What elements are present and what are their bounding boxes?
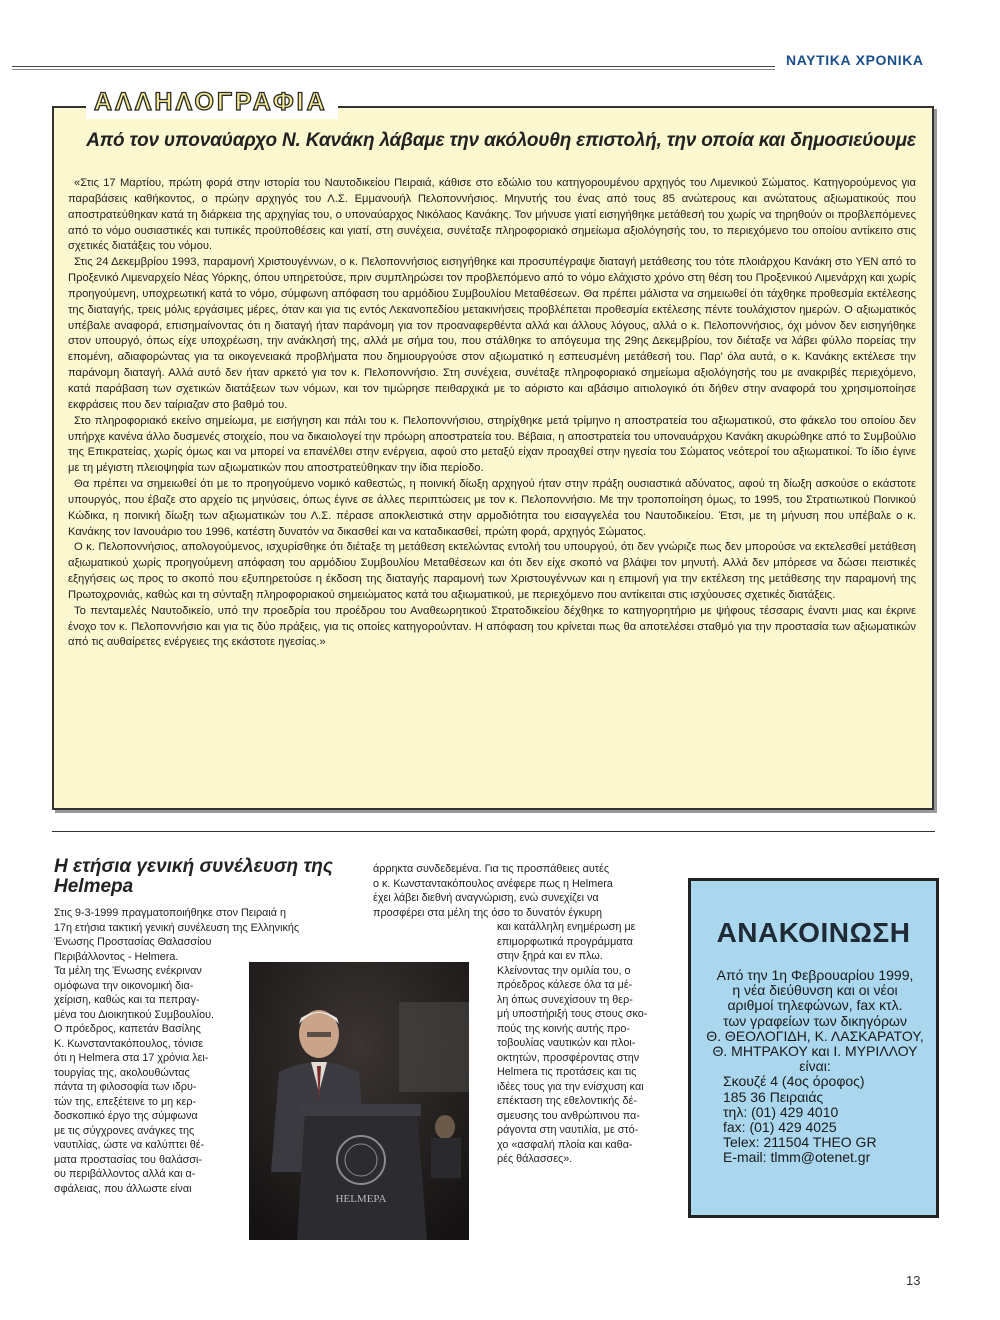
header-rule <box>12 66 775 67</box>
announcement-contact-line: fax: (01) 429 4025 <box>723 1119 837 1136</box>
announcement-line: η νέα διεύθυνση και οι νέοι <box>732 982 898 999</box>
announcement-contact-line: Σκουζέ 4 (4ος όροφος) <box>723 1073 865 1090</box>
announcement-contact-line: 185 36 Πειραιάς <box>723 1088 824 1105</box>
article-line: τουργίας της, ακολουθώντας <box>54 1066 190 1079</box>
article-line: οκτητών, προσφέροντας στην <box>497 1051 640 1064</box>
article-line: ότι η Helmera στα 17 χρόνια λει- <box>54 1052 209 1064</box>
article-line: Κ. Κωνσταντακόπουλος, τόνισε <box>54 1037 204 1050</box>
article-line: μένα του Διοικητικού Συμβουλίου. <box>54 1008 214 1021</box>
speaker-photo-image <box>249 962 469 1240</box>
announcement-title: ΑΝΑΚΟΙΝΩΣΗ <box>716 917 911 948</box>
article-line: και κατάλληλη ενημέρωση με <box>497 921 636 933</box>
article-line: στην ξηρά και εν πλω. <box>497 950 603 962</box>
letter-paragraph: Στο πληροφοριακό εκείνο σημείωμα, με εισήγηση και πάλι του κ. Πελοποννήσιου, στηρίχθηκε μετά τρίμηνο η αποστρατεία του αξιωματικού, στο φάκελο του οποίου δεν υπήρχε κανένα άλλο δυσμενές στοιχείο, που να δικαιολογεί την πρόωρη αποστρατεία του. Βέβαια, η αποστρατεία του υποναυάρχου Κανάκη ακυρώθηκε από το Συμβούλιο της Επικρατείας, χωρίς όμως και να μπορεί να επανέλθει στην ενέργεια, αφού στο μεταξύ είχαν προαχθεί στην ηγεσία του Σώματος νεότεροί του αξιωματικοί. Το ίδιο έγινε με τη μέγιστη πλειοψηφία των αξιωματικών που αποστρατεύθηκαν την ίδια περίοδο. <box>68 414 916 475</box>
article-line: άρρηκτα συνδεδεμένα. Για τις προσπάθειες αυτές <box>373 863 610 875</box>
article-line: Κλείνοντας την ομιλία του, ο <box>497 964 631 977</box>
article-photo <box>249 962 469 1240</box>
announcement-line: Θ. ΘΕΟΛΟΓΙΔΗ, Κ. ΛΑΣΚΑΡΑΤΟΥ, <box>706 1027 924 1044</box>
article-line: σφάλειας, που άλλωστε είναι <box>54 1182 192 1195</box>
section-divider <box>52 831 935 832</box>
article-line: Στις 9-3-1999 πραγματοποιήθηκε στον Πειραιά η <box>54 907 287 919</box>
announcement-line: των γραφείων των δικηγόρων <box>723 1012 907 1029</box>
article-line: τοβουλίας ναυτικών και πλοι- <box>497 1037 636 1049</box>
article-line: προσφέρει στα μέλη της όσο το δυνατόν έγκυρη <box>373 906 603 919</box>
article-line: δοσκοπικό έργο της σύμφωνα <box>54 1110 198 1122</box>
announcement-line: Από την 1η Φεβρουαρίου 1999, <box>716 967 914 983</box>
announcement-line: είναι: <box>799 1058 831 1075</box>
article-line: 17η ετήσια τακτική γενική συνέλευση της Ελληνικής <box>54 921 300 934</box>
letter-paragraph: Θα πρέπει να σημειωθεί ότι με το προηγούμενο νομικό καθεστώς, η ποινική δίωξη αρχηγού ήταν στην πράξη ουσιαστικά αδύνατος, αφού τη δίωξη ασκούσε ο εκάστοτε υπουργός, που έβαζε στο αρχείο τις μηνύσεις, όπως έγινε σε άλλες περιπτώσεις με τον κ. Πελοποννήσιο. Με την τροποποίηση όμως, το 1995, του Στρατιωτικού Ποινικού Κώδικα, η ποινική δίωξη των αξιωματικών του Λ.Σ. πέρασε αποκλειστικά στην αρμοδιότητα του εισαγγελέα του Ναυτοδικείου. Έτσι, με τη μήνυση που υπέβαλε ο κ. Κανάκης τον Ιανουάριο του 1996, κατέστη δυνατόν να δικασθεί και να καταδικασθεί, πρώτη φορά, αρχηγός Σώματος. <box>68 478 916 538</box>
announcement-line: αριθμοί τηλεφώνων, fax κτλ. <box>727 997 903 1014</box>
article-line: ου περιβάλλοντος αλλά και α- <box>54 1168 196 1180</box>
article-line: με τις σύγχρονες ανάγκες της <box>54 1124 195 1137</box>
page-number: 13 <box>906 1273 921 1288</box>
announcement-body <box>705 968 925 1166</box>
letter-heading: Από τον υποναύαρχο Ν. Κανάκη λάβαμε την ακόλουθη επιστολή, την οποία και δημοσιεύουμε <box>86 130 916 151</box>
letter-paragraph: Ο κ. Πελοποννήσιος, απολογούμενος, ισχυρίσθηκε ότι διέταξε τη μετάθεση εκτελώντας εντολή του υπουργού, ότι δεν γνώριζε πως δεν μπορούσε να εκτελεσθεί μετάθεση αξιωματικού χωρίς προηγούμενη απόφαση του αρμόδιου Συμβουλίου Μεταθέσεων και ότι δεν είχε σκοπό να βλάψει τον μηνυτή. Αλλά δεν μπόρεσε να δώσει πειστικές εξηγήσεις ως προς το σκοπό που εξυπηρετούσε η έκδοση της διαταγής παραμονή των Χριστουγέννων και η επιμονή για την εκτέλεση της μετάθεσης την παραμονή της Πρωτοχρονιάς, καθώς και τη σύνταξη πληροφοριακού σημειώματος κατά του αξιωματικού, με περιεχόμενο που αντίκειται στις ισχύουσες σχετικές διατάξεις. <box>68 541 916 601</box>
article-line: ιδέες τους για την ενίσχυση και <box>497 1080 644 1093</box>
announcement-box <box>688 878 939 1218</box>
article-line: σμευσης του ανθρώπινου πα- <box>497 1109 640 1122</box>
article-line: ο κ. Κωνσταντακόπουλος ανέφερε πως η Helmera <box>373 877 613 890</box>
article-line: Helmera τις προτάσεις και τις <box>497 1066 637 1078</box>
section-label: ΑΛΛΗΛΟΓΡΑΦΙΑ <box>86 88 338 119</box>
announcement-line: Θ. ΜΗΤΡΑΚΟΥ και Ι. ΜΥΡΙΛΛΟΥ <box>712 1043 918 1060</box>
header-rule-thin <box>12 69 775 70</box>
article-line: ναυτιλίας, ώστε να καλύπτει θέ- <box>54 1139 205 1151</box>
article-line: πρόεδρος κάλεσε όλα τα μέ- <box>497 979 633 991</box>
article-line: Ένωσης Προστασίας Θαλασσίου <box>54 936 212 948</box>
magazine-title: ΝΑΥΤΙΚΑ ΧΡΟΝΙΚΑ <box>786 52 924 68</box>
article-line: έχει λάβει διεθνή αναγνώριση, ενώ συνεχίζει να <box>373 892 599 904</box>
letter-paragraph: Το πενταμελές Ναυτοδικείο, υπό την προεδρία του προέδρου του Αναθεωρητικού Στρατοδικείου δέχθηκε το κατηγορητήριο με ψήφους τέσσαρις έναντι μιας και έκρινε ένοχο τον κ. Πελοποννήσιο και για τις δύο πράξεις, για τις οποίες κατηγορούνταν. Η απόφαση του κρίνεται πως θα αποτελέσει σταθμό για την προστασία των αξιωματικών από τις αυθαίρετες ενέργειες της εκάστοτε ηγεσίας.» <box>68 604 916 649</box>
article-line: επιμορφωτικά προγράμματα <box>497 935 633 948</box>
article-line: χείριση, καθώς και τα πεπραγ- <box>54 994 200 1006</box>
article-line: χο «ασφαλή πλοία και καθα- <box>497 1138 633 1151</box>
letter-paragraph: Στις 24 Δεκεμβρίου 1993, παραμονή Χριστουγέννων, ο κ. Πελοποννήσιος εισηγήθηκε και προσυπέγραψε διαταγή μετάθεσης του τότε πλοιάρχου Κανάκη στο ΥΕΝ από το Προξενικό Λιμεναρχείο Νέας Υόρκης, όπου υπηρετούσε, πριν συμπληρώσει τον προβλεπόμενο από το νόμο ελάχιστο χρόνο στη θέση του Προξενικού Λιμενάρχη και χωρίς προηγούμενη, υποχρεωτική κατά το νόμο, σύμφωνη απόφαση του αρμόδιου Συμβουλίου Μεταθέσεων. Θα πρέπει μάλιστα να σημειωθεί ότι τάχθηκε προθεσμία εκτέλεσης της διαταγής, τρεις μόλις εργάσιμες μέρες, όταν και για τις εντός Λεκανοπεδίου μετακινήσεις προβλέπεται προθεσμία εκτέλεσης πέντε τουλάχιστον ημερών. Ο αξιωματικός υπέβαλε αναφορά, επισημαίνοντας ότι η διαταγή ήταν παράνομη για τον προαναφερθέντα αλλά και άλλους λόγους, αλλά ο κ. Πελοποννήσιος, όχι μόνον δεν εισηγήθηκε στον υπουργό, όπως είχε υποχρέωση, την ανάκλησή της, αλλά με σήμα του, που στάλθηκε το απόγευμα της 29ης Δεκεμβρίου, τον διέταξε να λάβει φύλλο πορείας την επομένη, αδιαφορώντας για τα οικογενειακά προβλήματα που δημιουργούσε στον αξιωματικό η εσπευσμένη μετάθεσή του. Παρ' όλα αυτά, ο κ. Κανάκης εκτέλεσε την παράνομη διαταγή. Αλλά αυτό δεν ήταν αρκετό για τον κ. Πελοποννήσιο. Στη συνέχεια, συνέταξε πληροφοριακό σημείωμα αξιολόγησής του με ανακριβές περιεχόμενο, κατά παράβαση των σχετικών διατάξεων των νόμων, και τον τιμώρησε πειθαρχικά με το αόριστο και αβάσιμο αιτιολογικό ότι δήθεν στην αναφορά του χρησιμοποίησε εκφράσεις που δεν ταίριαζαν στο βαθμό του. <box>68 256 916 411</box>
article-line: Τα μέλη της Ένωσης ενέκριναν <box>54 965 202 977</box>
podium-label: HELMEPA <box>335 1193 387 1205</box>
article-line: λη όπως συνεχίσουν τη θερ- <box>497 993 633 1006</box>
article-line: τών της, επεξέτεινε το μη κερ- <box>54 1095 197 1108</box>
announcement-contact-line: E-mail: tlmm@otenet.gr <box>723 1149 871 1166</box>
article-line: επέκταση της εθελοντικής δέ- <box>497 1095 637 1107</box>
article-line: πούς της κοινής αυτής προ- <box>497 1022 630 1035</box>
article-line: Ο πρόεδρος, καπετάν Βασίλης <box>54 1023 201 1035</box>
article-line: ματα προστασίας του θαλάσσι- <box>54 1153 203 1166</box>
article-line: ρές θάλασσες». <box>497 1153 573 1165</box>
article-title: Η ετήσια γενική συνέλευση της Helmepa <box>54 856 333 897</box>
article-line: πάντα τη φιλοσοφία των ιδρυ- <box>54 1081 197 1093</box>
article-line: μή υποστήριξή τους στους σκο- <box>497 1008 648 1020</box>
announcement-contact-line: Telex: 211504 THEO GR <box>723 1134 877 1151</box>
letter-paragraph: «Στις 17 Μαρτίου, πρώτη φορά στην ιστορία του Ναυτοδικείου Πειραιά, κάθισε στο εδώλιο του κατηγορουμένου αρχηγός του Λιμενικού Σώματος. Κατηγορούμενος για παραβάσεις καθήκοντος, ο πρώην αρχηγός του Λ.Σ. Εμμανουήλ Πελοποννήσιος. Μηνυτής του ένας από τους 85 ανώτερους και ανώτατους αξιωματικούς που αποστρατεύθηκαν κατά τη διάρκεια της αρχηγίας του, ο υποναύαρχος Νικόλαος Κανάκης. Τον μήνυσε γιατί εισηγήθηκε μετάθεσή του χωρίς να τηρηθούν οι προβλεπόμενες από το νόμο ουσιαστικές και τυπικές προϋποθέσεις και γιατί, στη συνέχεια, συνέταξε πληροφοριακό σημείωμα αξιολόγησής του, το περιεχόμενο του οποίου αντίκειτο στις σχετικές διατάξεις του νόμου. <box>68 177 916 253</box>
letter-body <box>68 176 916 651</box>
article-line: Περιβάλλοντος - Helmera. <box>54 950 179 963</box>
article-line: ράγοντα στη ναυτιλία, με στό- <box>497 1124 639 1136</box>
article-line: ομόφωνα την οικονομική δια- <box>54 979 194 992</box>
announcement-contact-line: τηλ: (01) 429 4010 <box>723 1103 839 1120</box>
